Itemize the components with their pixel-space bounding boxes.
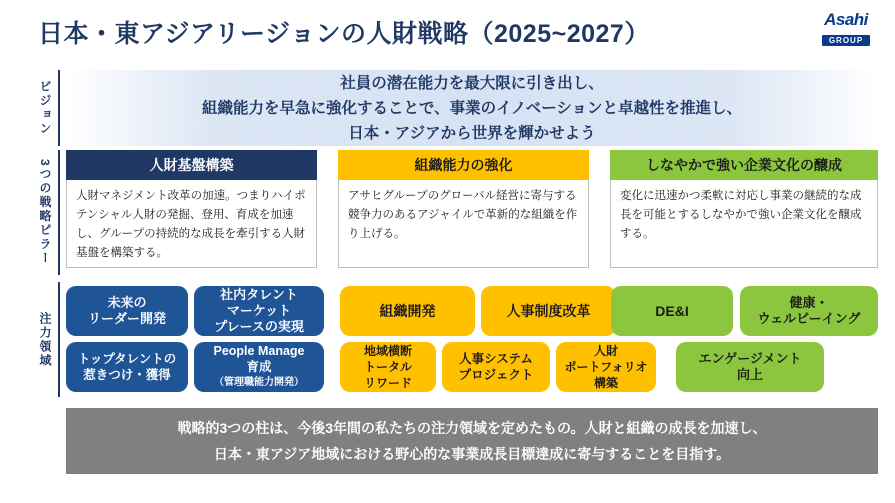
focus-chip-people-manager-development[interactable]	[194, 342, 324, 392]
rail-label-vision: ビジョン	[38, 80, 52, 136]
footer-line-1: 戦略的3つの柱は、今後3年間の私たちの注力領域を定めたもの。人財と組織の成長を加速し、	[177, 420, 767, 436]
focus-chip-label: 人財 ポートフォリオ 構築	[564, 344, 648, 390]
focus-chip-engagement[interactable]	[676, 342, 824, 392]
pillar-title-1: 人財基盤構築	[66, 150, 317, 180]
logo-wordmark: Asahi	[824, 10, 868, 29]
vision-line-2: 組織能力を早急に強化することで、事業のイノベーションと卓越性を推進し、	[201, 99, 743, 117]
vision-line-3: 日本・アジアから世界を輝かせよう	[348, 124, 596, 142]
pillar-card-1	[66, 150, 317, 268]
focus-chip-label: People Manage 育成	[213, 344, 305, 374]
focus-chip-internal-talent-marketplace[interactable]	[194, 286, 324, 336]
focus-chip-org-development[interactable]	[340, 286, 475, 336]
rail-divider-pillars	[58, 150, 60, 275]
focus-chip-label: トップタレントの 惹きつけ・獲得	[77, 352, 177, 382]
focus-chip-label: DE&I	[655, 303, 689, 319]
pillar-body-1: 人財マネジメント改革の加速。つまりハイポテンシャル人財の発掘、登用、育成を加速し、グループの持続的な成長を牽引する人財基盤を構築する。	[66, 180, 317, 268]
focus-chip-hr-system-project[interactable]	[442, 342, 550, 392]
pillar-title-2: 組織能力の強化	[338, 150, 589, 180]
footer-summary	[66, 408, 878, 474]
rail-divider-vision	[58, 70, 60, 146]
pillar-card-3	[610, 150, 878, 268]
focus-chip-label: 人事制度改革	[506, 303, 591, 319]
focus-chip-talent-portfolio[interactable]	[556, 342, 656, 392]
rail-label-pillars: 3つの戦略ピラー	[38, 159, 52, 266]
focus-chip-label: 未来の リーダー開発	[87, 295, 166, 326]
logo-subtext: GROUP	[822, 35, 870, 46]
pillar-body-2: アサヒグループのグローバル経営に寄与する競争力のあるアジャイルで革新的な組織を作り上げる。	[338, 180, 589, 268]
pillar-title-3: しなやかで強い企業文化の醸成	[610, 150, 878, 180]
footer-line-2: 日本・東アジア地域における野心的な事業成長目標達成に寄与することを目指す。	[213, 446, 731, 462]
vision-line-1: 社員の潜在能力を最大限に引き出し、	[340, 74, 604, 92]
focus-chip-regional-total-reward[interactable]	[340, 342, 436, 392]
focus-chip-hr-system-reform[interactable]	[481, 286, 616, 336]
vision-band	[66, 70, 878, 146]
page-title: 日本・東アジアリージョンの人財戦略（2025~2027）	[38, 20, 650, 48]
focus-chip-label: 社内タレント マーケット プレースの実現	[214, 287, 304, 334]
focus-chip-label: 組織開発	[379, 303, 436, 319]
asahi-group-logo	[815, 10, 877, 52]
rail-label-focus: 注力領域	[38, 311, 52, 368]
focus-chip-future-leader[interactable]	[66, 286, 188, 336]
focus-chip-label: 地域横断 トータル リワード	[363, 344, 412, 390]
focus-chip-sublabel: （管理職能力開発）	[214, 377, 304, 388]
focus-chip-health-wellbeing[interactable]	[740, 286, 878, 336]
focus-chip-dei[interactable]	[611, 286, 733, 336]
rail-divider-focus	[58, 282, 60, 397]
focus-chip-label: 人事システム プロジェクト	[458, 352, 534, 382]
focus-chip-label: 健康・ ウェルビーイング	[757, 295, 861, 326]
focus-chip-label: エンゲージメント 向上	[698, 351, 802, 382]
pillar-card-2	[338, 150, 589, 268]
focus-chip-top-talent-acquisition[interactable]	[66, 342, 188, 392]
pillar-body-3: 変化に迅速かつ柔軟に対応し事業の継続的な成長を可能とするしなやかで強い企業文化を醸成する。	[610, 180, 878, 268]
